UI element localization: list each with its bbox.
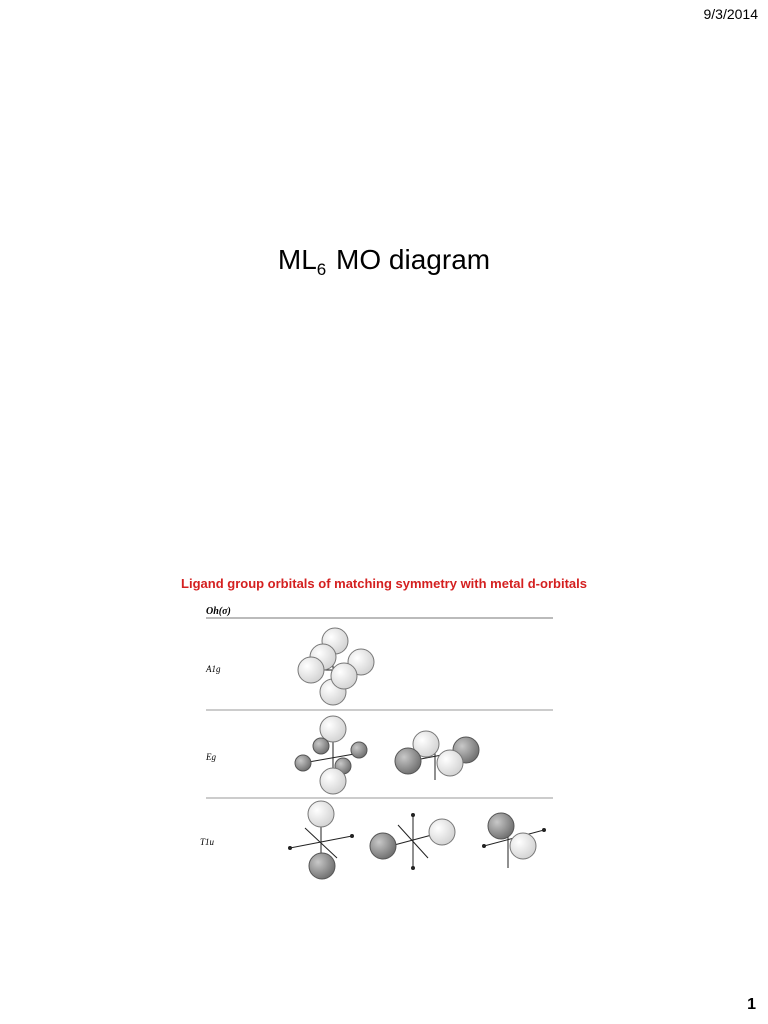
ligand-group-orbitals-figure — [190, 600, 570, 890]
title-main: ML — [277, 244, 317, 275]
row-label-t1u: T1u — [200, 837, 215, 847]
title-subscript: 6 — [316, 260, 327, 279]
t1u-orbital-2 — [370, 813, 455, 870]
page-number: 1 — [747, 996, 756, 1013]
slide-title — [0, 244, 768, 280]
a1g-orbital — [298, 628, 374, 705]
orbitals-diagram — [190, 600, 570, 890]
t1u-orbital-1 — [288, 801, 354, 879]
title-rest: MO diagram — [336, 244, 491, 275]
eg-orbital-1 — [295, 716, 367, 794]
t1u-orbital-3 — [482, 813, 546, 868]
slide-date: 9/3/2014 — [703, 6, 758, 22]
group-label: Oh(σ) — [206, 606, 231, 617]
row-label-eg: Eg — [206, 752, 216, 762]
figure-caption: Ligand group orbitals of matching symmetry with metal d-orbitals — [181, 576, 587, 591]
row-label-a1g: A1g — [206, 664, 221, 674]
eg-orbital-2 — [395, 731, 479, 780]
